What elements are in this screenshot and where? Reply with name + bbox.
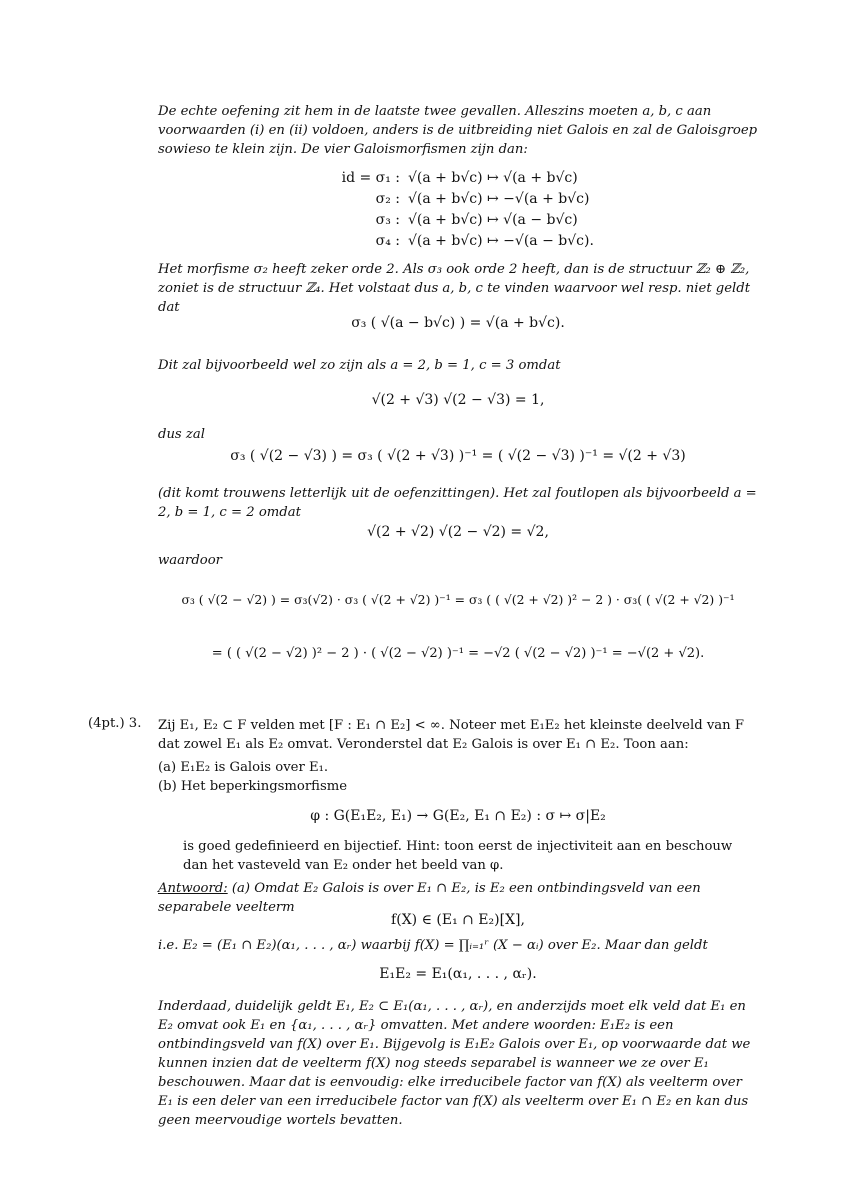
subquestion-b: (b) Het beperkingsmorfisme [158,779,348,794]
morphism-name: σ₂ : [375,191,400,207]
galois-row [330,189,594,210]
morphism-name: σ₃ : [375,212,400,228]
equation-restriction-map: φ : G(E₁E₂, E₁) → G(E₂, E₁ ∩ E₂) : σ ↦ σ|E₂ [310,808,606,824]
equation-polynomial: f(X) ∈ (E₁ ∩ E₂)[X], [391,912,525,928]
answer-paragraph-3: Inderdaad, duidelijk geldt E₁, E₂ ⊂ E₁(α₁, . . . , αᵣ), en anderzijds moet elk veld dat E₁ en E₂ omvat ook E₁ en {α₁, . . . , αᵣ} omvatten. Met andere woorden: E₁E₂ is een ontbindingsveld van f(X) over E₁. Bijgevolg is E₁E₂ Galois over E₁, op voorwaarde dat we kunnen inzien dat de veelterm f(X) nog steeds separabel is wanneer we ze over E₁ beschouwen. Maar dat is eenvoudig: elke irreducibele factor van f(X) als veelterm over E₁ is een deler van een irreducibele factor van f(X) als veelterm over E₁ ∩ E₂ en kan dus geen meervoudige wortels bevatten. [158,999,751,1128]
galois-morphisms-list [330,168,594,252]
equation-product-3: √(2 + √3) √(2 − √3) = 1, [371,392,545,408]
waardoor-text: waardoor [158,553,222,568]
morphism-map: √(a + b√c) ↦ −√(a + b√c) [408,191,590,207]
galois-row [330,231,594,252]
counterexample-paragraph: (dit komt trouwens letterlijk uit de oefenzittingen). Het zal foutlopen als bijvoorbeeld a = 2, b = 1, c = 2 omdat [158,486,757,520]
subquestion-a: (a) E₁E₂ is Galois over E₁. [158,760,329,775]
subquestion-b-continued: is goed gedefinieerd en bijectief. Hint: toon eerst de injectiviteit aan en beschouw dan het vasteveld van E₂ onder het beeld van φ. [183,839,733,873]
question-statement: Zij E₁, E₂ ⊂ F velden met [F : E₁ ∩ E₂] < ∞. Noteer met E₁E₂ het kleinste deelveld van F dat zowel E₁ als E₂ omvat. Veronderstel dat E₂ Galois is over E₁ ∩ E₂. Toon aan: [158,718,744,752]
example-paragraph: Dit zal bijvoorbeeld wel zo zijn als a = 2, b = 1, c = 3 omdat [158,358,561,373]
galois-row [330,168,594,189]
equation-product-2: √(2 + √2) √(2 − √2) = √2, [367,524,549,540]
answer-label: Antwoord: [158,881,228,896]
intro-paragraph: De echte oefening zit hem in de laatste twee gevallen. Alleszins moeten a, b, c aan voorwaarden (i) en (ii) voldoen, anders is de uitbreiding niet Galois en zal de Galoisgroep sowieso te klein zijn. De vier Galoismorfismen zijn dan: [158,104,758,157]
equation-compositum: E₁E₂ = E₁(α₁, . . . , αᵣ). [379,966,537,982]
galois-row [330,210,594,231]
morphism-map: √(a + b√c) ↦ √(a − b√c) [408,212,578,228]
order-paragraph: Het morfisme σ₂ heeft zeker orde 2. Als σ₃ ook orde 2 heeft, dan is de structuur ℤ₂ ⊕ ℤ₂, zoniet is de structuur ℤ₄. Het volstaat dus a, b, c te vinden waarvoor wel resp. niet geldt dat [158,262,751,315]
dus-zal-text: dus zal [158,427,205,442]
equation-sigma3-sqrt3: σ₃ ( √(2 − √3) ) = σ₃ ( √(2 + √3) )⁻¹ = ( √(2 − √3) )⁻¹ = √(2 + √3) [230,448,686,464]
answer-paragraph-2: i.e. E₂ = (E₁ ∩ E₂)(α₁, . . . , αᵣ) waarbij f(X) = ∏ᵢ₌₁ʳ (X − αᵢ) over E₂. Maar dan geldt [158,938,708,953]
morphism-name: id = σ₁ : [341,170,400,186]
morphism-name: σ₄ : [375,233,400,249]
equation-sigma3-sqrt2-line2: = ( ( √(2 − √2) )² − 2 ) · ( √(2 − √2) )⁻¹ = −√2 ( √(2 − √2) )⁻¹ = −√(2 + √2). [211,646,705,661]
equation-sigma3-sqrt2-line1: σ₃ ( √(2 − √2) ) = σ₃(√2) · σ₃ ( √(2 + √2) )⁻¹ = σ₃ ( ( √(2 + √2) )² − 2 ) · σ₃( ( √(2 + √2) )⁻¹ [181,592,735,607]
equation-condition: σ₃ ( √(a − b√c) ) = √(a + b√c). [351,315,565,331]
morphism-map: √(a + b√c) ↦ √(a + b√c) [408,170,578,186]
question-marker: (4pt.) 3. [88,716,142,731]
answer-text-1: (a) Omdat E₂ Galois is over E₁ ∩ E₂, is E₂ een ontbindingsveld van een separabele veelterm [158,881,701,915]
morphism-map: √(a + b√c) ↦ −√(a − b√c). [408,233,594,249]
